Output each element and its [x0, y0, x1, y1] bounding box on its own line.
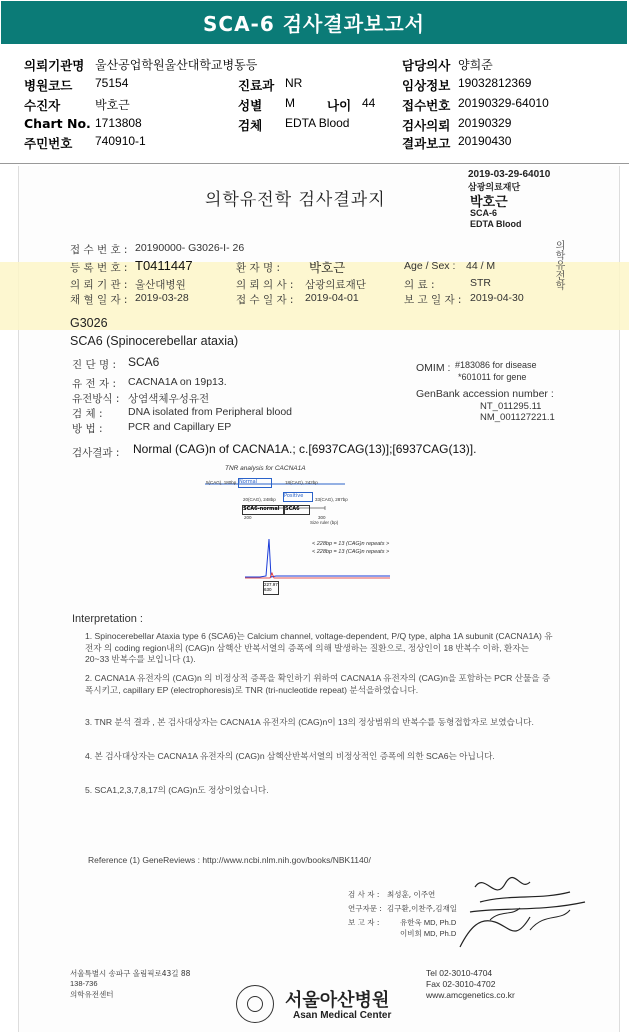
result-value: Normal (CAG)n of CACNA1A.; c.[6937CAG(13)];[6937CAG(13)]. [133, 442, 477, 456]
specimen-value: EDTA Blood [285, 116, 350, 130]
diagram-normal-box [238, 478, 272, 488]
receive-label: 접 수 일 자 : [236, 294, 294, 306]
lab-label: 의 뢰 의 사 : [236, 279, 294, 291]
hospital-name-en: Asan Medical Center [293, 1010, 392, 1021]
diagram-title: TNR analysis for CACNA1A [225, 465, 306, 472]
omim-disease: #183086 for disease [455, 360, 537, 370]
examiner-label: 검 사 자 : [348, 890, 380, 899]
interp-item-5: 5. SCA1,2,3,7,8,17의 (CAG)n도 정상이었습니다. [85, 785, 269, 795]
recipient-value: 박호근 [95, 98, 130, 112]
diagram-positive-box [283, 492, 313, 502]
method-label: 방 법 : [72, 423, 103, 435]
header-divider [0, 163, 629, 164]
reporter-2: 이비희 MD, Ph.D [400, 929, 457, 938]
receipt-value: 20190000- G3026-I- 26 [135, 242, 245, 254]
dept-value: NR [285, 76, 303, 90]
diagram-sca6-label: SCA6 [285, 506, 300, 512]
diagram-normal-label: Normal [239, 479, 258, 485]
specimen-label: 검체 [238, 118, 263, 133]
mode-value: 상염색체우성유전 [128, 393, 210, 405]
doctor-scan-value: STR [470, 277, 491, 289]
diagram-t3: 20(CAG), 248bp [243, 497, 276, 502]
institution-label: 의뢰기관명 [24, 58, 85, 73]
dx-label: 진 단 명 : [72, 359, 116, 371]
genbank-nm: NM_001127221.1 [480, 412, 555, 423]
patient-value: 박호근 [309, 260, 346, 275]
receipt-no-value: 20190329-64010 [458, 96, 549, 110]
age-label: 나이 [327, 98, 352, 113]
stamp-specimen: EDTA Blood [470, 219, 522, 229]
scan-heading: 의학유전학 검사결과지 [205, 190, 386, 210]
mode-label: 유전방식 : [72, 393, 120, 405]
genbank-label: GenBank accession number : [416, 388, 554, 400]
clinical-label: 임상정보 [402, 78, 451, 93]
omim-gene: *601011 for gene [458, 372, 527, 382]
hospital-code-value: 75154 [95, 76, 129, 90]
diagram-200: 200 [244, 515, 252, 520]
researcher-value: 김구환,이찬주,김재일 [387, 904, 457, 913]
interp-item-2: 2. CACNA1A 유전자의 (CAG)n 의 비정상적 증폭을 확인하기 위하여 CACNA1A 유전자의 (CAG)n을 포함하는 PCR 산물을 증폭시키고, capillary EP (electrophoresis)로 TNR (tri-nucleotide repeat) 분석을하였습니다. [85, 673, 551, 695]
address-2: 138-736 [70, 979, 98, 988]
test-code: G3026 [70, 316, 108, 330]
asan-logo [236, 985, 274, 1023]
collect-label: 채 혈 일 자 : [70, 294, 128, 306]
handwritten-signature [420, 872, 595, 952]
reg-label: 등 록 번 호 : [70, 262, 128, 274]
request-label: 검사의뢰 [402, 118, 451, 133]
sex-value: M [285, 96, 295, 110]
diagram-t1: 5(CAG), 180bp [206, 480, 237, 485]
asan-logo-inner [247, 996, 263, 1012]
hospital-name-ko: 서울아산병원 [285, 990, 390, 1011]
test-name: SCA6 (Spinocerebellar ataxia) [70, 334, 239, 348]
inst-value: 울산대병원 [135, 279, 186, 291]
diagram-ruler: Size ruler (bp) [310, 520, 339, 525]
chart-label: Chart No. [24, 116, 91, 131]
doctor-label: 담당의사 [402, 58, 451, 73]
address-1: 서울특별시 송파구 올림픽로43길 88 [70, 969, 191, 978]
researcher-label: 연구자문 : [348, 904, 382, 913]
collect-value: 2019-03-28 [135, 292, 189, 304]
hospital-code-label: 병원코드 [24, 78, 73, 93]
interp-item-4: 4. 본 검사대상자는 CACNA1A 유전자의 (CAG)n 삼핵산반복서열의 비정상적인 증폭에 의한 SCA6는 아닙니다. [85, 751, 495, 761]
reporter-label: 보 고 자 : [348, 918, 380, 927]
report-value: 20190430 [458, 134, 512, 148]
peak-label-box [263, 581, 279, 595]
specimen-scan-label: 검 체 : [72, 408, 103, 420]
inst-label: 의 뢰 기 관 : [70, 279, 128, 291]
lab-value: 삼광의료재단 [305, 279, 366, 291]
diagram-positive-label: Positive [284, 493, 304, 499]
peak-note-1: < 228bp = 13 (CAG)n repeats > [312, 541, 390, 547]
interp-item-3: 3. TNR 분석 결과 , 본 검사대상자는 CACNA1A 유전자의 (CAG)n이 13의 정상범위의 반복수를 동형접합자로 보였습니다. [85, 717, 534, 727]
side-label: 의학유전학 [553, 240, 564, 290]
genbank-nt: NT_011295.11 [480, 401, 542, 412]
chart-value: 1713808 [95, 116, 142, 130]
report-title: SCA-6 검사결과보고서 [1, 1, 627, 44]
patient-label: 환 자 명 : [236, 262, 280, 274]
specimen-scan-value: DNA isolated from Peripheral blood [128, 406, 293, 418]
diagram-300: 300 [318, 515, 326, 520]
dept-label: 진료과 [238, 78, 275, 93]
receive-value: 2019-04-01 [305, 292, 359, 304]
agesex-value: 44 / M [466, 260, 496, 272]
institution-value: 울산공업학원울산대학교병동등 [95, 58, 258, 72]
stamp-number: 2019-03-29-64010 [468, 169, 551, 180]
peak-note-2: < 228bp = 13 (CAG)n repeats > [312, 549, 390, 555]
peak-label: 227.97 [264, 582, 278, 587]
stamp-foundation: 삼광의료재단 [468, 183, 521, 193]
interp-title: Interpretation : [72, 613, 143, 625]
diagram-t2: 18(CAG), 242bp [285, 480, 318, 485]
clinical-value: 19032812369 [458, 76, 532, 90]
reference: Reference (1) GeneReviews : http://www.ncbi.nlm.nih.gov/books/NBK1140/ [88, 855, 371, 865]
agesex-label: Age / Sex : [404, 260, 456, 272]
result-label: 검사결과 : [72, 447, 120, 459]
report-scan-value: 2019-04-30 [470, 292, 524, 304]
address-3: 의학유전센터 [70, 990, 114, 999]
receipt-label: 접 수 번 호 : [70, 244, 128, 256]
doctor-value: 양희준 [458, 58, 493, 72]
diagram-sca6-box [284, 505, 310, 515]
diagram-sca6-normal-label: SCA6-normal [243, 506, 280, 512]
omim-label: OMIM : [416, 362, 451, 374]
doctor-scan-label: 의 료 : [404, 279, 435, 291]
dx-value: SCA6 [128, 355, 160, 369]
rrn-value: 740910-1 [95, 134, 146, 148]
recipient-label: 수진자 [24, 98, 61, 113]
stamp-name: 박호근 [470, 195, 508, 210]
fax: Fax 02-3010-4702 [426, 979, 496, 989]
method-value: PCR and Capillary EP [128, 421, 232, 433]
gene-label: 유 전 자 : [72, 378, 116, 390]
report-scan-label: 보 고 일 자 : [404, 294, 462, 306]
examiner-value: 최성훈, 이주연 [387, 890, 436, 899]
website: www.amcgenetics.co.kr [426, 990, 515, 1000]
reg-value: T0411447 [135, 258, 193, 273]
reporter-1: 유한욱 MD, Ph.D [400, 918, 457, 927]
sex-label: 성별 [238, 98, 263, 113]
peak-label-2: 630 [264, 587, 272, 592]
diagram-t4: 33(CAG), 287bp [315, 497, 348, 502]
interp-item-1: 1. Spinocerebellar Ataxia type 6 (SCA6)는 Calcium channel, voltage-dependent, P/Q type, alpha 1A subunit (CACNA1A) 유전자 의 coding region내의 (CAG)n 삼핵산 반복서열의 증폭에 의해 발생하는 질환으로, 정상인이 18 반복수 이하, 환자는 20~33 반복수를 보입니다 (1). [85, 631, 553, 664]
age-value: 44 [362, 96, 376, 110]
stamp-test: SCA-6 [470, 208, 498, 218]
diagram-sca6-normal-box [242, 505, 284, 515]
report-label: 결과보고 [402, 136, 451, 151]
request-value: 20190329 [458, 116, 512, 130]
receipt-no-label: 접수번호 [402, 98, 451, 113]
gene-value: CACNA1A on 19p13. [128, 376, 227, 388]
tel: Tel 02-3010-4704 [426, 968, 493, 978]
rrn-label: 주민번호 [24, 136, 73, 151]
